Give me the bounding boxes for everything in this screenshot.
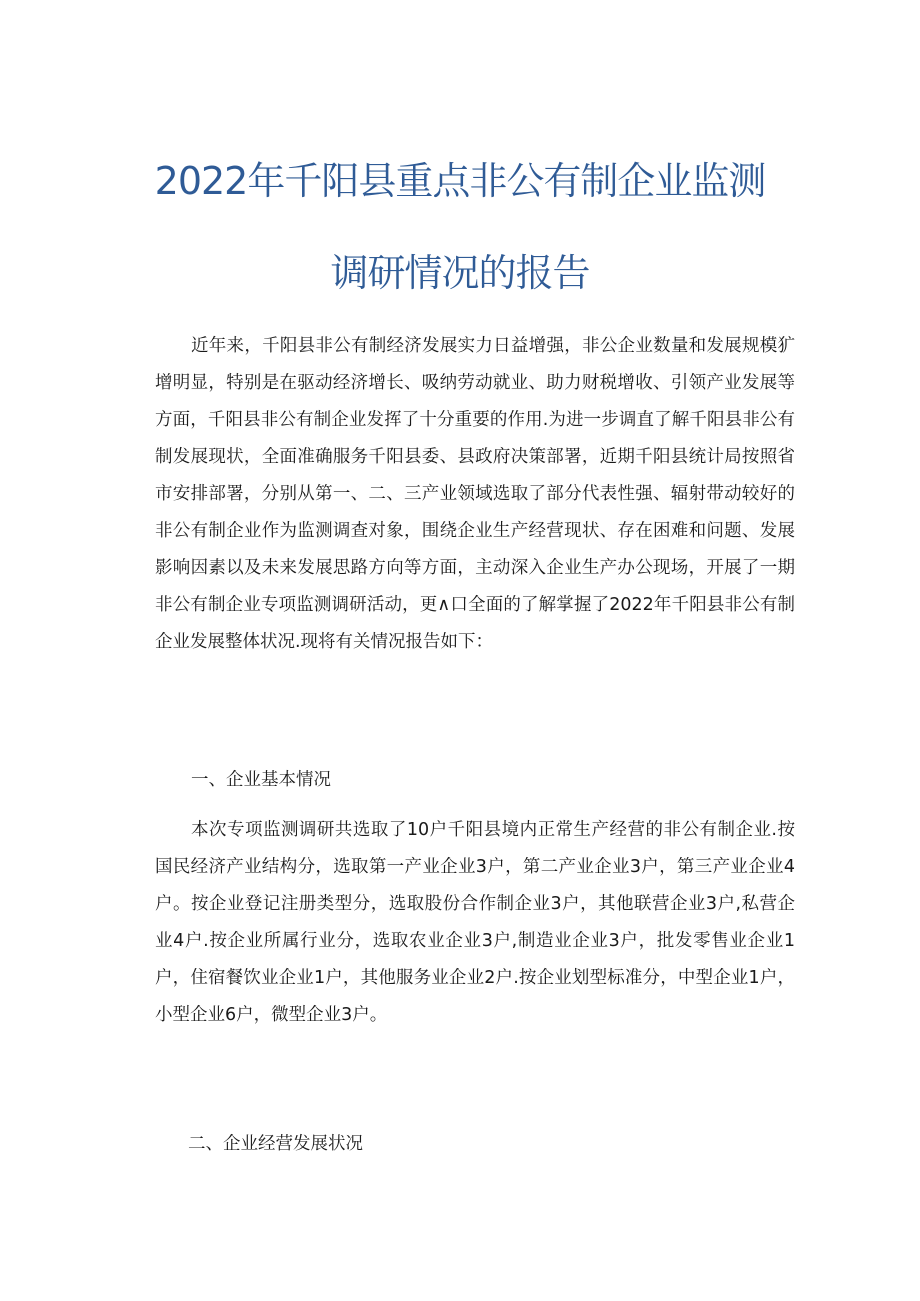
document-title-line-2: 调研情况的报告	[330, 251, 590, 295]
intro-paragraph: 近年来，千阳县非公有制经济发展实力日益增强，非公企业数量和发展规模犷增明显，特别是在驱动经济增长、吸纳劳动就业、助力财税增收、引领产业发展等方面，千阳县非公有制企业发挥了十分重要的作用.为进一步调直了解千阳县非公有制发展现状，全面准确服务千阳县委、县政府决策部署，近期千阳县统计局按照省市安排部署，分别从第一、二、三产业领域选取了部分代表性强、辐射带动较好的非公有制企业作为监测调查对象，围绕企业生产经营现状、存在困难和问题、发展影响因素以及未来发展思路方向等方面，主动深入企业生产办公现场，开展了一期非公有制企业专项监测调研活动，更∧口全面的了解掌握了2022年千阳县非公有制企业发展整体状况.现将有关情况报告如下：	[155, 336, 795, 652]
section-heading-operations: 二、企业经营发展状况	[188, 1134, 363, 1154]
section-heading-basic-info: 一、企业基本情况	[191, 770, 331, 790]
document-title-line-1: 2022年千阳县重点非公有制企业监测	[154, 159, 766, 203]
basic-info-paragraph: 本次专项监测调研共选取了10户千阳县境内正常生产经营的非公有制企业.按国民经济产业结构分，选取第一产业企业3户，第二产业企业3户，第三产业企业4户。按企业登记注册类型分，选取股份合作制企业3户，其他联营企业3户,私营企业4户.按企业所属行业分，选取农业企业3户,制造业企业3户，批发零售业企业1户，住宿餐饮业企业1户，其他服务业企业2户.按企业划型标准分，中型企业1户，小型企业6户，微型企业3户。	[155, 820, 795, 1025]
